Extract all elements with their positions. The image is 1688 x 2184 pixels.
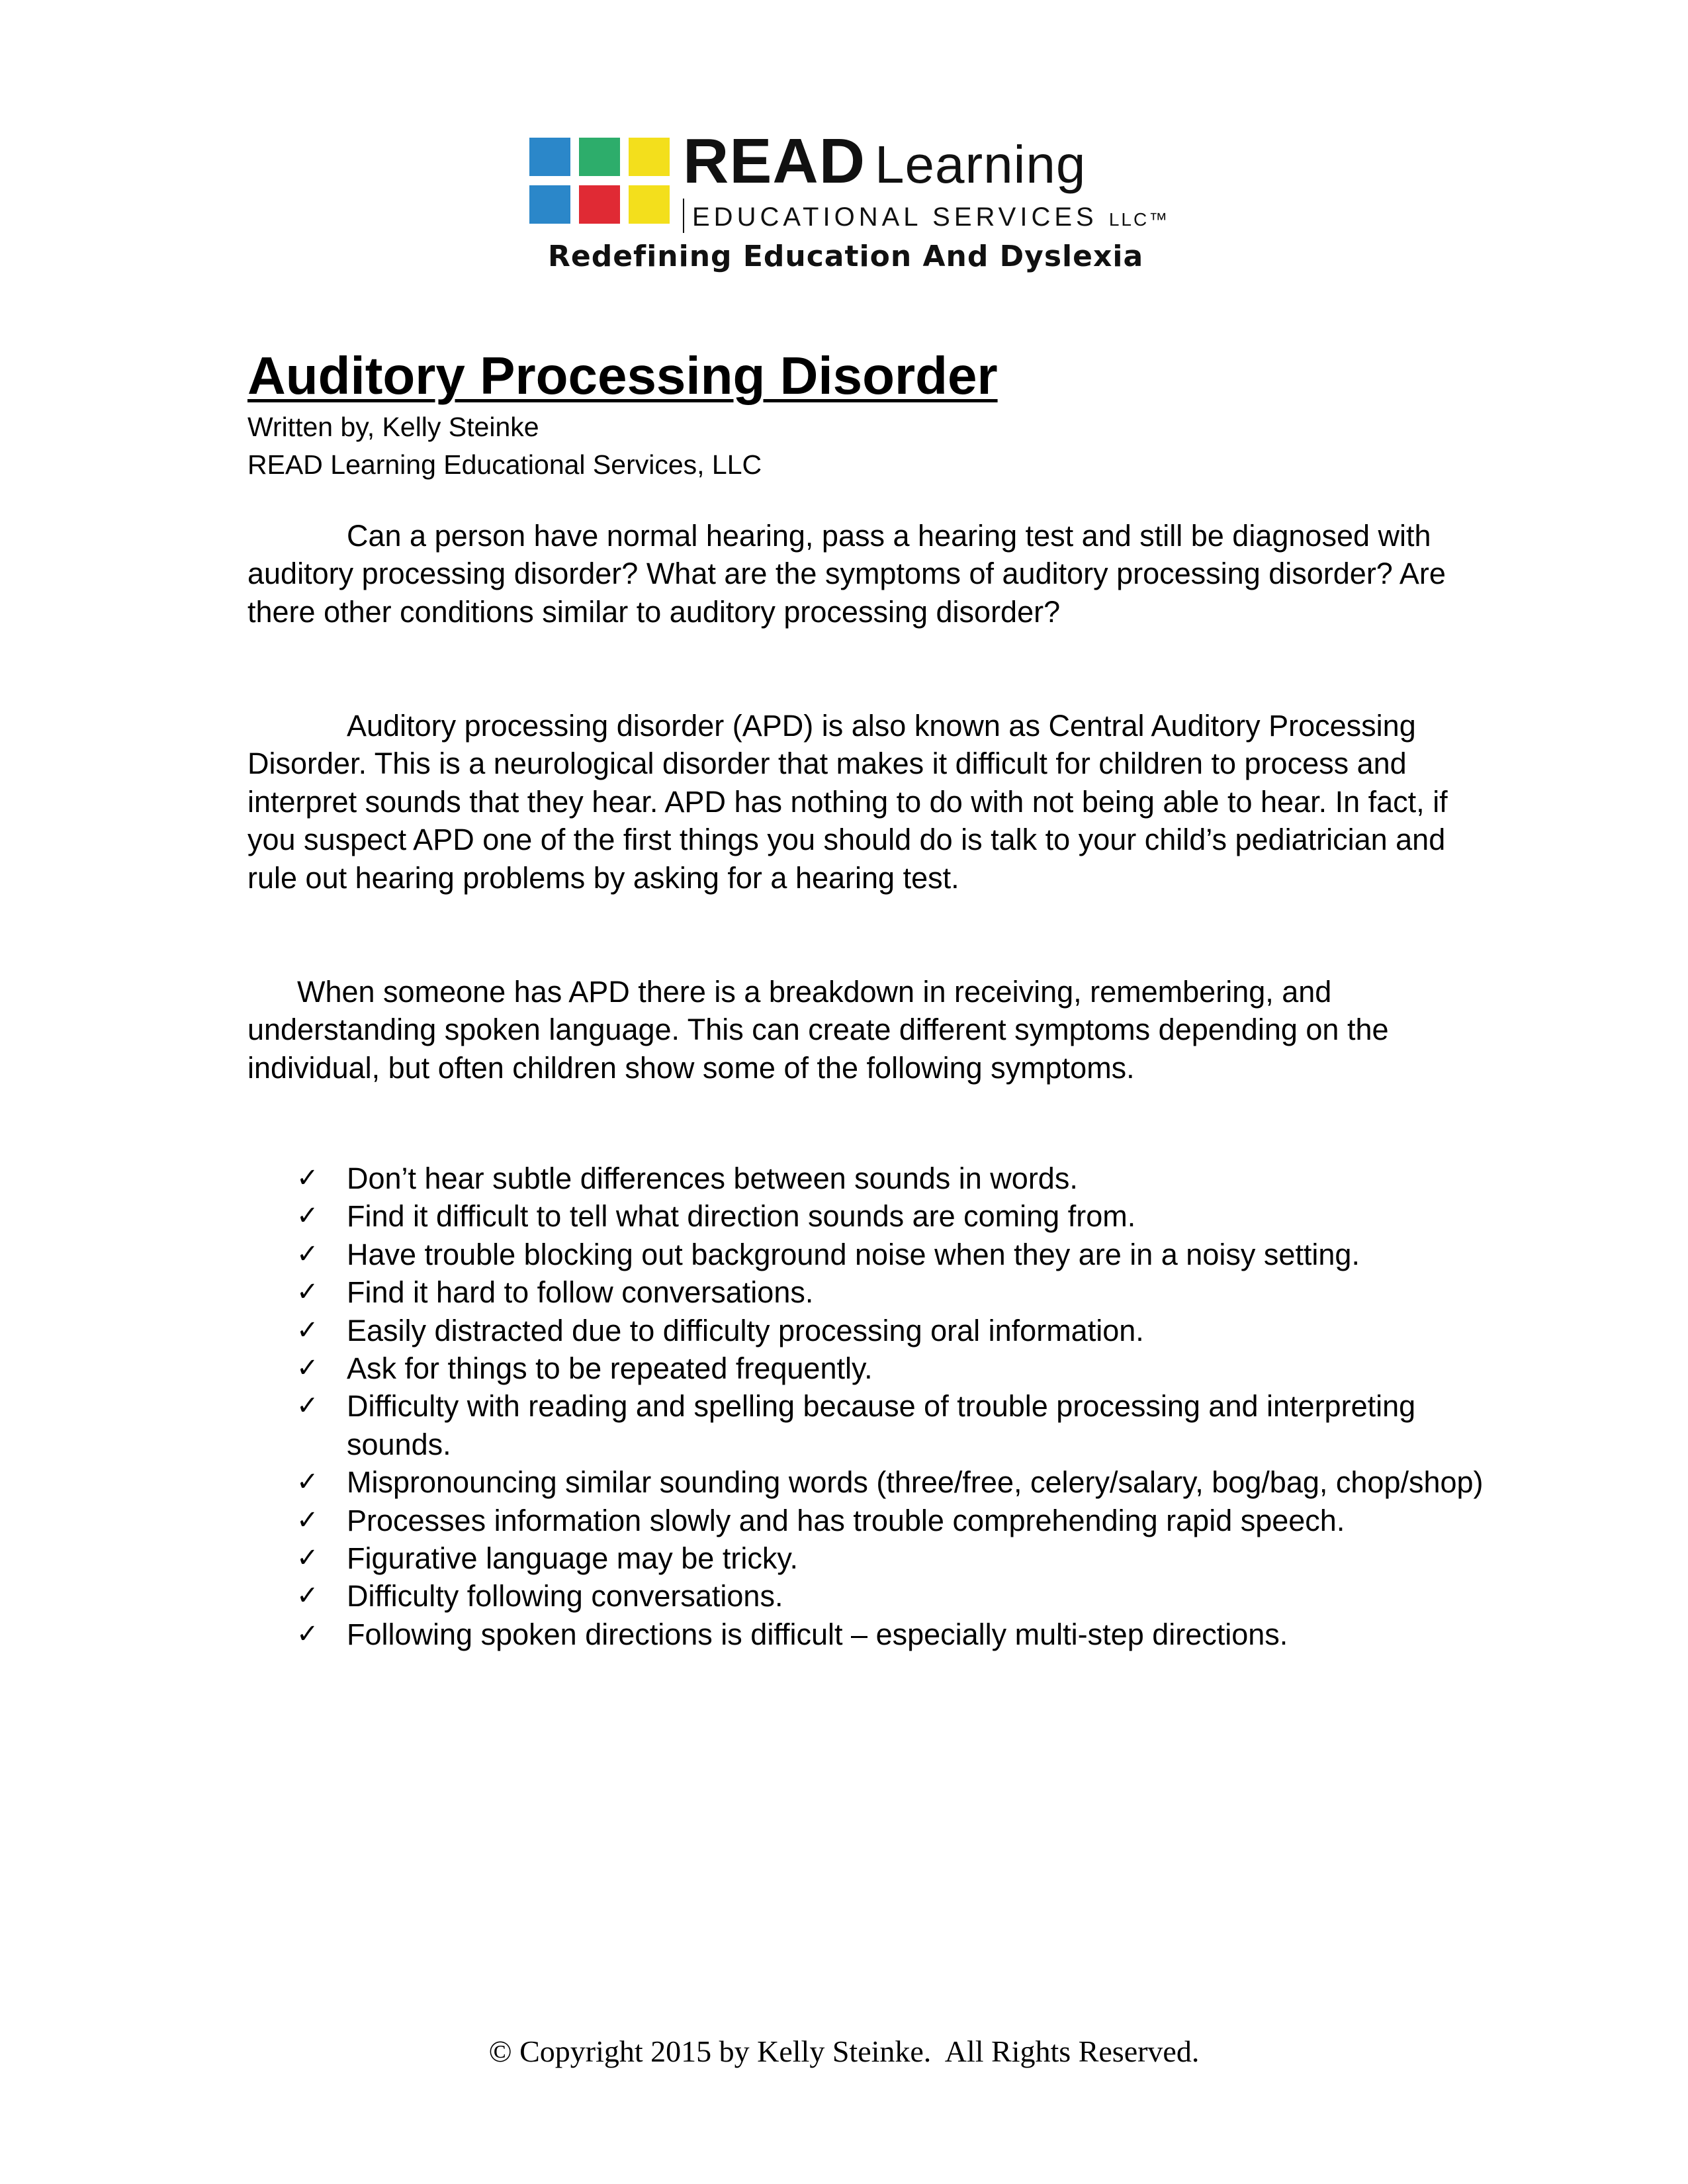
list-item-text: Mispronouncing similar sounding words (three/free, celery/salary, bog/bag, chop/shop) — [347, 1465, 1484, 1500]
list-item — [294, 1273, 1485, 1311]
logo-subtitle: EDUCATIONAL SERVICES — [692, 203, 1098, 232]
logo-brand: READ — [683, 126, 866, 197]
list-item-text: Find it hard to follow conversations. — [347, 1275, 814, 1310]
page-title: Auditory Processing Disorder — [247, 346, 998, 405]
checkmark-icon: ✓ — [296, 1353, 319, 1384]
checkmark-icon: ✓ — [296, 1163, 319, 1193]
list-item — [294, 1387, 1485, 1463]
list-item-text: Difficulty following conversations. — [347, 1579, 783, 1614]
list-item — [294, 1463, 1485, 1501]
list-item-text: Easily distracted due to difficulty processing oral information. — [347, 1313, 1144, 1347]
paragraph-intro: Can a person have normal hearing, pass a hearing test and still be diagnosed with auditory processing disorder? What are the symptoms of auditory processing disorder? Are there other conditions similar to auditory processing disorder? — [247, 519, 1446, 629]
logo-divider — [683, 199, 684, 233]
logo-square-green — [579, 138, 620, 176]
list-item-text: Processes information slowly and has trouble comprehending rapid speech. — [347, 1503, 1345, 1537]
author-line: Written by, Kelly Steinke — [247, 412, 539, 442]
list-item — [294, 1539, 1485, 1577]
symptoms-checklist — [294, 1160, 1485, 1653]
company-logo — [529, 126, 1178, 290]
logo-subtitle-suffix: LLC™ — [1108, 209, 1170, 230]
logo-square-red — [579, 185, 620, 224]
logo-square-blue-top — [529, 138, 570, 176]
list-item — [294, 1502, 1485, 1539]
list-item — [294, 1197, 1485, 1235]
list-item — [294, 1160, 1485, 1197]
logo-square-yellow-bottom — [629, 185, 670, 224]
paragraph-symptoms-intro: When someone has APD there is a breakdown in receiving, remembering, and understanding spoken language. This can create different symptoms depending on the individual, but often children show some of the following symptoms. — [247, 975, 1389, 1085]
checkmark-icon: ✓ — [296, 1580, 319, 1612]
checkmark-icon: ✓ — [296, 1467, 319, 1498]
logo-tagline: Redefining Education And Dyslexia — [548, 240, 1144, 273]
byline — [247, 408, 762, 484]
logo-square-yellow-top — [629, 138, 670, 176]
list-item-text: Ask for things to be repeated frequently. — [347, 1351, 873, 1386]
logo-subtitle-line — [692, 204, 1169, 230]
list-item — [294, 1349, 1485, 1387]
logo-squares — [529, 138, 683, 229]
logo-square-blue-bottom — [529, 185, 570, 224]
checkmark-icon: ✓ — [296, 1390, 319, 1422]
list-item-text: Have trouble blocking out background noise when they are in a noisy setting. — [347, 1237, 1360, 1271]
list-item-text: Figurative language may be tricky. — [347, 1541, 798, 1576]
copyright-footer: © Copyright 2015 by Kelly Steinke. All Rights Reserved. — [488, 2034, 1200, 2068]
organization-line: READ Learning Educational Services, LLC — [247, 449, 762, 480]
checkmark-icon: ✓ — [296, 1618, 319, 1649]
list-item-text: Following spoken directions is difficult – especially multi-step directions. — [347, 1617, 1288, 1651]
list-item — [294, 1615, 1485, 1653]
list-item — [294, 1577, 1485, 1615]
list-item — [294, 1312, 1485, 1349]
list-item-text: Difficulty with reading and spelling because of trouble processing and interpreting sounds. — [347, 1389, 1416, 1461]
logo-brand-word2: Learning — [875, 135, 1087, 194]
logo-wordmark — [683, 126, 1087, 197]
checkmark-icon: ✓ — [296, 1238, 319, 1269]
checkmark-icon: ✓ — [296, 1201, 319, 1232]
checkmark-icon: ✓ — [296, 1277, 319, 1308]
list-item-text: Find it difficult to tell what direction sounds are coming from. — [347, 1199, 1136, 1234]
checkmark-icon: ✓ — [296, 1504, 319, 1535]
paragraph-definition: Auditory processing disorder (APD) is also known as Central Auditory Processing Disorder. This is a neurological disorder that makes it difficult for children to process and interpret sounds that they hear. APD has nothing to do with not being able to hear. In fact, if you suspect APD one of the first things you should do is talk to your child’s pediatrician and rule out hearing problems by asking for a hearing test. — [247, 709, 1448, 895]
list-item-text: Don’t hear subtle differences between sounds in words. — [347, 1161, 1078, 1195]
checkmark-icon: ✓ — [296, 1543, 319, 1574]
list-item — [294, 1236, 1485, 1273]
checkmark-icon: ✓ — [296, 1314, 319, 1345]
